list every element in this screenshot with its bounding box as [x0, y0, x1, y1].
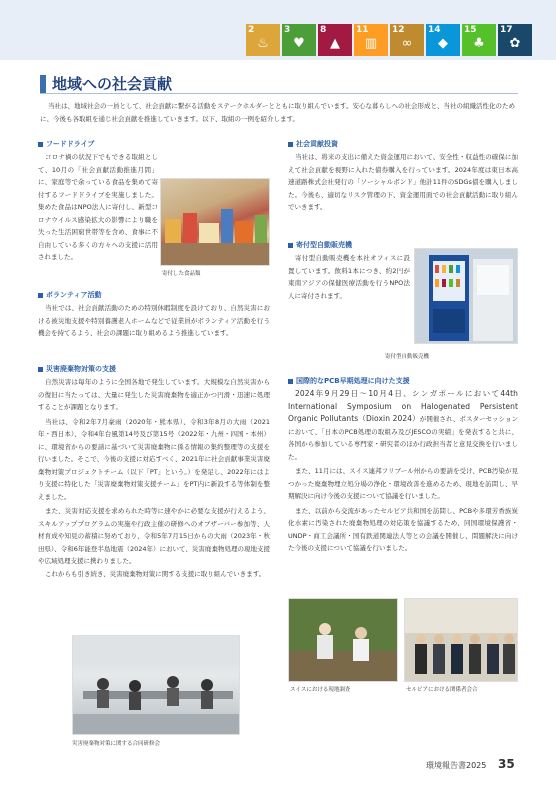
- title-rule: [40, 93, 518, 94]
- sdg-goal-number: 8: [320, 25, 327, 35]
- vending-machine-illustration: [415, 249, 518, 344]
- food-photo-caption: 寄付した食品類: [162, 271, 201, 277]
- sdg-goal-15: [462, 24, 496, 56]
- heading-label: 社会貢献投資: [296, 140, 338, 148]
- heading-label: 国際的なPCB早期処理に向けた支援: [296, 377, 410, 385]
- square-bullet-icon: [38, 142, 43, 147]
- square-bullet-icon: [38, 293, 43, 298]
- fish-icon: ◆: [438, 36, 448, 51]
- tree-icon: ♣: [473, 36, 485, 51]
- meeting-room-illustration: [73, 636, 240, 735]
- sdg-goal-number: 12: [392, 25, 405, 35]
- volunteer-text: 当社では、社会貢献活動のための特別休暇制度を設けており、自然災害における被災地支援や特別養護老人ホームなどで従業員がボランティア活動を行う機会を持てるよう、社会の課題に取り組めるよう推進しています。: [38, 304, 270, 337]
- heading-label: ボランティア活動: [46, 291, 102, 299]
- sdg-goal-11: [354, 24, 388, 56]
- pcb-section: [288, 376, 518, 555]
- sdg-goal-8: [318, 24, 352, 56]
- bowl-icon: ♨: [257, 36, 269, 51]
- sdg-icon-row: [246, 24, 532, 56]
- serbia-photo-caption: セルビアにおける関係者会合: [406, 687, 478, 693]
- food-items-illustration: [161, 179, 270, 266]
- social-investment-section: [288, 139, 518, 214]
- disaster-heading: [38, 364, 270, 374]
- social-investment-heading: [288, 139, 518, 149]
- food-drive-text-block: [38, 151, 158, 264]
- group-meeting-illustration: [405, 599, 518, 682]
- food-drive-section: [38, 139, 270, 151]
- square-bullet-icon: [38, 367, 43, 372]
- square-bullet-icon: [288, 379, 293, 384]
- field-survey-illustration: [289, 599, 398, 682]
- sdg-goal-3: [282, 24, 316, 56]
- pcb-paragraph-2: また、11月には、スイス連邦フリブール州からの要請を受け、PCB汚染が見つかった廃棄物埋立処分場の浄化・環境改善を進めるため、現地を訪問し、早期解決に向け今後の支援について協議を行いました。: [288, 467, 518, 500]
- switzerland-survey-photo: [288, 598, 398, 682]
- disaster-paragraph-4: これからも引き続き、災害廃棄物対策に関する支援に取り組んでいきます。: [45, 569, 266, 578]
- volunteer-heading: [38, 290, 270, 300]
- growth-chart-icon: ▲: [330, 36, 340, 51]
- switzerland-photo-caption: スイスにおける現地調査: [290, 687, 351, 693]
- footer-label: 環境報告書2025: [426, 761, 487, 770]
- pcb-p1-symposium: 44th International Symposium on Halogenated Persistent Organic Pollutants（Dioxin 2024）: [288, 389, 518, 423]
- sdg-goal-number: 11: [356, 25, 369, 35]
- pcb-p1-rest: が開催され、ポスターセッションにおいて、「日本のPCB処理の取組み及びJESCOの実績」を発表すると共に、各国から参加している専門家・研究者のほか行政担当者と意見交換を行いました。: [288, 415, 518, 461]
- intro-text: 当社は、地域社会の一員として、社会貢献に繋がる活動をステークホルダーとともに取り組んでいます。安心な暮らしへの社会形成と、当社の組織活性化のために、今後も各取組を通じ社会貢献を推進していきます。以下、取組の一例を紹介します。: [40, 102, 515, 123]
- disaster-paragraph-1: 自然災害は毎年のように全国各地で発生しています。大規模な自然災害からの復旧に当たっては、大量に発生した災害廃棄物を適正かつ円滑・迅速に処理することが課題となります。: [38, 378, 270, 411]
- square-bullet-icon: [288, 142, 293, 147]
- food-drive-text: コロナ禍の状況下でもできる取組として、10月の「社会貢献活動推進月間」に、家庭等で余っている食品を集めて寄付するフードドライブを実施しました。集めた食品はNPO法人に寄付し、新型コロナウイルス感染拡大の影響により職を失った生活困窮世帯等を含め、食事に不自由している多くの方々への支援に活用されました。: [38, 153, 158, 261]
- training-photo-caption: 災害廃棄物対策に関する合同研修会: [72, 741, 161, 747]
- vending-photo-caption: 寄付型自動販売機: [385, 354, 430, 360]
- partnership-flower-icon: ✿: [509, 36, 521, 51]
- page-number: 35: [498, 757, 515, 771]
- vending-text: 寄付型自動販売機を本社オフィスに設置しています。飲料1本につき、約2円が東南アジアの保健医療活動を行うNPO法人に寄付されます。: [288, 254, 410, 300]
- page-title: 地域への社会貢献: [52, 75, 173, 93]
- sdg-goal-number: 3: [284, 25, 291, 35]
- sdg-goal-number: 17: [500, 25, 513, 35]
- disaster-paragraph-3: また、災害対応支援を求められた時等に速やかに必要な支援が行えるよう、スキルアッププログラムの実施や行政主催の研修へのオブザーバー参加等、人材育成や知見の蓄積に努めており、令和5年7月15日からの大雨（2023年・秋田県）、令和6年能登半島地震（2024年）において、災害廃棄物処理の現地支援や広域処理支援に携わりました。: [38, 507, 270, 565]
- sdg-goal-12: [390, 24, 424, 56]
- heading-label: フードドライブ: [46, 140, 95, 148]
- heading-label: 寄付型自動販売機: [296, 241, 352, 249]
- heading-label: 災害廃棄物対策の支援: [46, 365, 116, 373]
- serbia-meeting-photo: [404, 598, 518, 682]
- pcb-paragraph-3: また、以前から交流があったセルビア共和国を訪問し、PCBや多環芳香族炭化水素に汚染された廃棄物処理の対応策を協議するため、同国環境保護省・UNDP・商工会議所・国有鉄道関連法人等との会議を開催し、問題解決に向けた今後の支援について協議を行いました。: [288, 506, 518, 552]
- donated-food-photo: [160, 178, 270, 266]
- square-bullet-icon: [288, 243, 293, 248]
- city-buildings-icon: ▥: [364, 36, 378, 51]
- disaster-section: [38, 364, 270, 580]
- volunteer-section: [38, 290, 270, 340]
- heartbeat-icon: ♥: [293, 36, 305, 51]
- sdg-goal-2: [246, 24, 280, 56]
- vending-text-block: [288, 252, 410, 302]
- sdg-goal-number: 14: [428, 25, 441, 35]
- infinity-icon: ∞: [401, 36, 413, 51]
- disaster-paragraph-2: 当社は、令和2年7月豪雨（2020年・熊本県）、令和3年8月の大雨（2021年・西日本）、令和4年台風第14号及び第15号（2022年・九州・四国・本州）に、環境省からの要請に基づいて災害廃棄物に係る情報の集約整理等の支援を行いました。そこで、今後の支援に対応すべく、2021年に社会貢献事業災害廃棄物対策プロジェクトチーム（以下「PT」という。）を発足し、2022年にはより支援に特化した「災害廃棄物対策支援チーム」をPT内に新設する等体制を整えました。: [38, 417, 270, 501]
- sdg-goal-17: [498, 24, 532, 56]
- pcb-heading: [288, 376, 518, 386]
- sdg-goal-14: [426, 24, 460, 56]
- vending-machine-photo: [414, 248, 518, 344]
- food-drive-heading: [38, 139, 270, 149]
- pcb-paragraph-1: [288, 388, 518, 463]
- joint-training-photo: [72, 635, 240, 735]
- social-investment-text: 当社は、将来の支出に備えた資金運用において、安全性・収益性の確保に加えて社会貢献を視野に入れた債券購入を行っています。2024年度は東日本高速道路株式会社発行の「ソーシャルボンド」他計11件のSDGs債を購入しました。今後も、適切なリスク管理の下、資金運用面での社会貢献活動に取り組んでいきます。: [288, 153, 518, 211]
- pcb-p1-date: 2024年9月29日〜10月4日、シンガポールにおいて: [295, 389, 501, 398]
- title-bar: [40, 75, 46, 93]
- sdg-goal-number: 2: [248, 25, 255, 35]
- section-title: [40, 73, 172, 94]
- sdg-goal-number: 15: [464, 25, 477, 35]
